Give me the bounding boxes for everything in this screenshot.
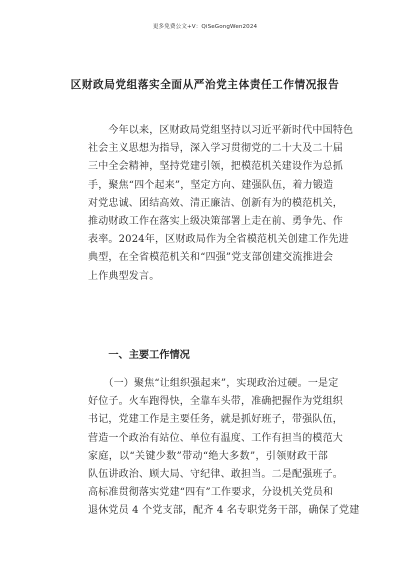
header-note: 更多免费公文+V：QiSeGongWen2024 xyxy=(152,24,258,30)
paragraph-line: 表率。2024年，区财政局作为全省模范机关创建工作先进 xyxy=(88,234,349,246)
paragraph-line: 退休党员 4 个党支部，配齐 4 名专职党务干部，确保了党建 xyxy=(88,505,360,517)
paragraph-line: 今年以来，区财政局党组坚持以习近平新时代中国特色 xyxy=(88,125,354,136)
paragraph-line: （一）聚焦“让组织强起来”，实现政治过硬。一是定 xyxy=(88,378,339,389)
paragraph-line: 队伍讲政治、顾大局、守纪律、敢担当。二是配强班子。 xyxy=(88,468,343,480)
paragraph-line: 手，聚焦“四个起来”，坚定方向、建强队伍，着力锻造 xyxy=(88,179,334,191)
paragraph-line: 对党忠诚、团结高效、清正廉洁、创新有为的模范机关， xyxy=(88,197,343,209)
section-paragraph xyxy=(88,375,360,521)
paragraph-line: 社会主义思想为指导，深入学习贯彻党的二十大及二十届 xyxy=(88,143,343,155)
paragraph-line: 高标准贯彻落实党建“四有”工作要求，分设机关党员和 xyxy=(88,487,334,499)
paragraph-line: 推动财政工作在落实上级决策部署上走在前、勇争先、作 xyxy=(88,215,343,227)
section-heading: 一、主要工作情况 xyxy=(88,350,190,361)
document-title: 区财政局党组落实全面从严治党主体责任工作情况报告 xyxy=(70,79,340,91)
paragraph-line: 书记，党建工作是主要任务，就是抓好班子，带强队伍， xyxy=(88,414,343,426)
paragraph-line: 好位子。火车跑得快，全靠车头带，准确把握作为党组织 xyxy=(88,396,343,408)
paragraph-line: 营造一个政治有站位、单位有温度、工作有担当的模范大 xyxy=(88,432,343,444)
paragraph-line: 家庭，以“关键少数”带动“绝大多数”，引领财政干部 xyxy=(88,450,328,462)
intro-paragraph xyxy=(88,122,354,286)
paragraph-line: 上作典型发言。 xyxy=(88,270,160,282)
paragraph-line: 三中全会精神，坚持党建引领，把模范机关建设作为总抓 xyxy=(88,161,343,173)
paragraph-line: 典型，在全省模范机关和“四强”党支部创建交流推进会 xyxy=(88,252,334,264)
